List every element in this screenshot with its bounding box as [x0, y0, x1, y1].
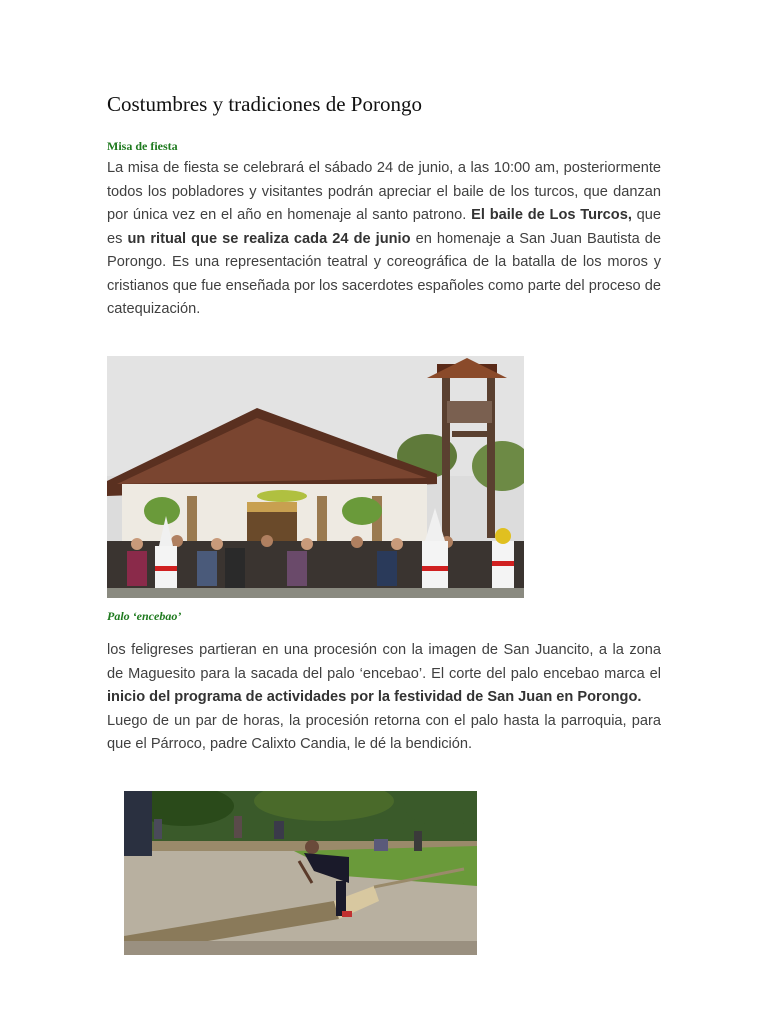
text-run: La misa de fiesta se celebrará el sábado 24 de junio, a las 10:00 am, posteriormente todos los pobladores y visitantes podrán apreciar el baile de los turcos, que danzan por única vez en el año en homenaje al santo patrono. — [107, 160, 661, 223]
bold-text: inicio del programa de actividades por la festividad de San Juan en Porongo. — [107, 689, 642, 705]
page-title: Costumbres y tradiciones de Porongo — [107, 92, 422, 116]
bold-text: El baile de Los Turcos, — [471, 207, 632, 223]
palo-encebao-photo — [124, 791, 477, 955]
text-run: Luego de un par de horas, la procesión retorna con el palo hasta la parroquia, para que el Párroco, padre Calixto Candia, le dé la bendición. — [107, 712, 661, 752]
section-heading-palo: Palo ‘encebao’ — [107, 609, 182, 623]
section-heading-misa: Misa de fiesta — [107, 139, 178, 153]
text-run: en homenaje a San Juan Bautista de Porongo. Es una representación teatral y coreográfica de la batalla de los moros y cristianos que fue enseñada por los sacerdotes españoles como parte del proceso de catequización. — [107, 230, 662, 317]
church-festival-photo — [107, 356, 524, 598]
paragraph-palo — [107, 639, 661, 757]
bold-text: un ritual que se realiza cada 24 de junio — [127, 230, 411, 247]
paragraph-misa — [107, 157, 661, 322]
text-run: que es — [107, 207, 662, 247]
text-run: los feligreses partieran en una procesión con la imagen de San Juancito, a la zona de Maguesito para la sacada del palo ‘encebao’. El corte del palo encebao marca el — [107, 642, 661, 682]
